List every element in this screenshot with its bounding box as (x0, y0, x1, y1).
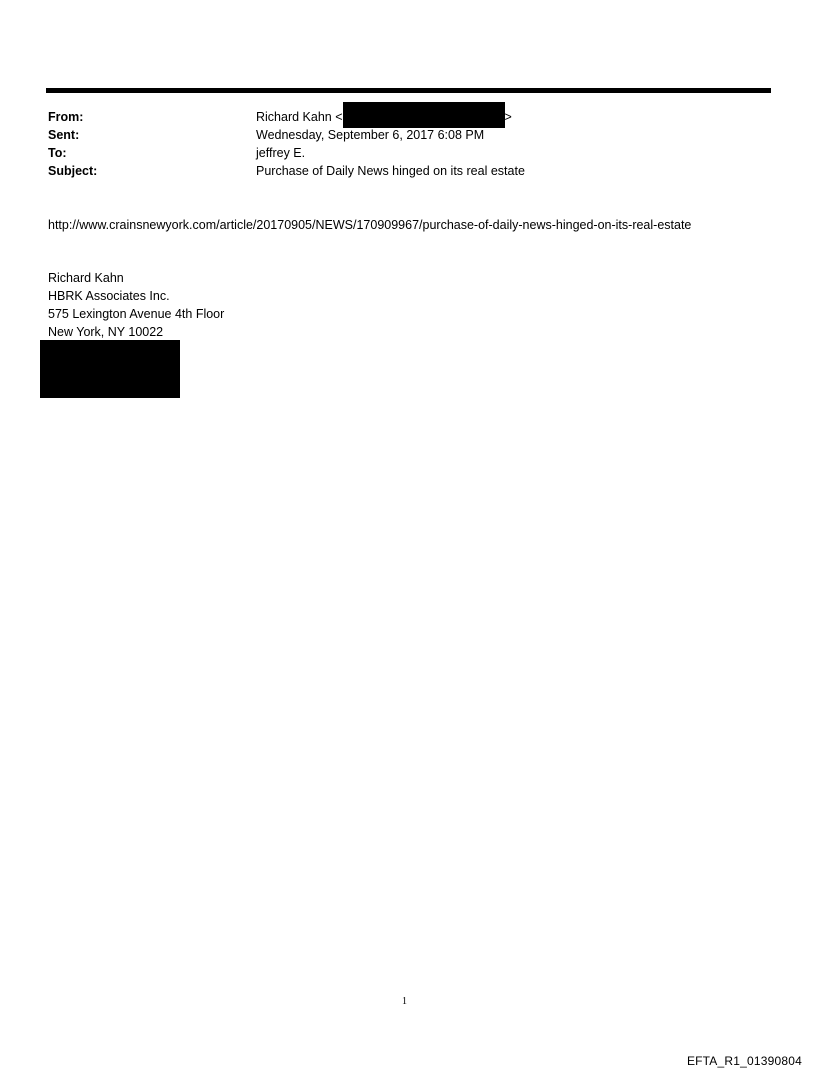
to-value: jeffrey E. (256, 146, 306, 160)
signature-address-line2: New York, NY 10022 (48, 325, 164, 339)
signature-address-line1: 575 Lexington Avenue 4th Floor (48, 307, 225, 321)
signature-company: HBRK Associates Inc. (48, 289, 170, 303)
subject-value: Purchase of Daily News hinged on its real estate (256, 164, 525, 178)
redaction-box-email (343, 102, 505, 128)
from-value-end: > (504, 110, 512, 124)
sent-label: Sent: (48, 128, 80, 142)
header-divider-rule (46, 88, 771, 93)
from-value (256, 108, 512, 128)
sent-value: Wednesday, September 6, 2017 6:08 PM (256, 128, 485, 142)
to-label: To: (48, 146, 67, 160)
bates-number: EFTA_R1_01390804 (686, 1054, 802, 1068)
email-signature (48, 269, 224, 341)
from-name: Richard Kahn < (256, 110, 343, 124)
article-link[interactable]: http://www.crainsnewyork.com/article/20170905/NEWS/170909967/purchase-of-daily-news-hinged-on-its-real-estate (48, 218, 692, 232)
from-label: From: (48, 110, 84, 124)
redaction-box-signature (40, 340, 180, 398)
page-number: 1 (402, 996, 407, 1007)
signature-name: Richard Kahn (48, 271, 124, 285)
subject-label: Subject: (48, 164, 98, 178)
